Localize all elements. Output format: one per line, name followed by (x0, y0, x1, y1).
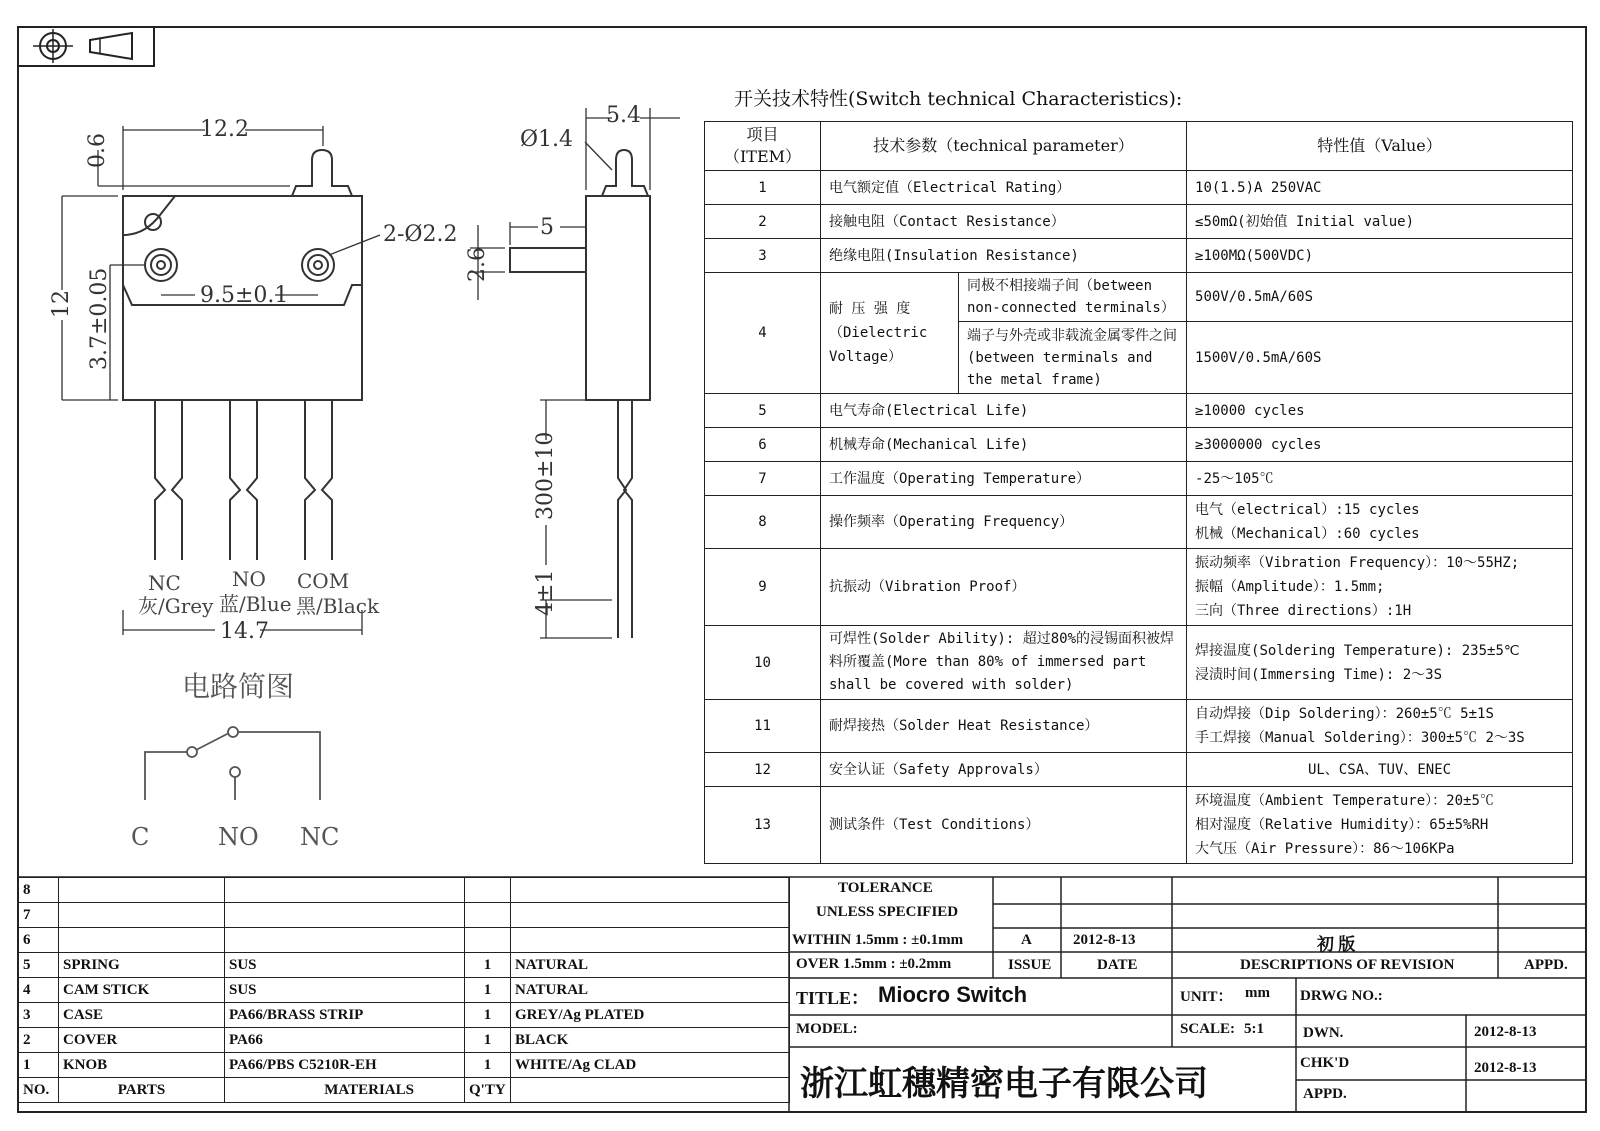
parts-qty: 1 (465, 1028, 511, 1053)
first-angle-projection-icon (18, 27, 154, 66)
parts-no: 6 (19, 928, 59, 953)
model-label: MODEL: (796, 1021, 858, 1037)
spec-value: 电气（electrical）:15 cycles (1195, 502, 1420, 518)
tolerance-line3: WITHIN 1.5mm : ±0.1mm (792, 932, 964, 948)
revision-header-desc: DESCRIPTIONS OF REVISION (1240, 957, 1455, 973)
spec-value: ≤50mΩ(初始值 Initial value) (1187, 205, 1573, 239)
spec-header-item: 项目（ITEM） (705, 122, 821, 171)
parts-qty: 1 (465, 953, 511, 978)
spec-value: 机械（Mechanical）:60 cycles (1195, 526, 1420, 542)
parts-header-parts: PARTS (59, 1078, 225, 1103)
front-view (62, 126, 380, 635)
spec-value: 三向（Three directions）:1H (1195, 603, 1412, 619)
wire-nc-code: NC (148, 571, 181, 595)
parts-no: 7 (19, 903, 59, 928)
parts-part: SPRING (59, 953, 225, 978)
parts-material: SUS (225, 953, 465, 978)
tolerance-line4: OVER 1.5mm : ±0.2mm (796, 956, 952, 972)
spec-value: 自动焊接（Dip Soldering）：260±5℃ 5±1S (1195, 706, 1494, 722)
circuit-terminal-nc: NC (300, 823, 340, 851)
dim-height: 12 (49, 290, 74, 318)
dim-pin-h: 2.6 (465, 247, 490, 282)
revision-header-issue: ISSUE (1008, 957, 1052, 973)
spec-param: 耐 压 强 度 （Dielectric Voltage） (821, 273, 959, 394)
wire-nc-color: 灰/Grey (138, 594, 214, 618)
spec-item: 2 (705, 205, 821, 239)
parts-part: KNOB (59, 1053, 225, 1078)
spec-value: 振动频率（Vibration Frequency）：10～55HZ; (1195, 555, 1520, 571)
spec-param: 接触电阻（Contact Resistance） (821, 205, 1187, 239)
spec-value: ≥100MΩ(500VDC) (1187, 239, 1573, 273)
parts-row (19, 1003, 790, 1028)
parts-part: CASE (59, 1003, 225, 1028)
scale-value: 5:1 (1244, 1021, 1264, 1037)
wire-com-color: 黑/Black (296, 594, 380, 618)
dim-wire-len: 300±10 (533, 431, 558, 520)
spec-item: 10 (705, 626, 821, 700)
circuit-title: 电路简图 (182, 670, 295, 703)
parts-row (19, 953, 790, 978)
spec-value: ≥10000 cycles (1187, 394, 1573, 428)
spec-value: UL、CSA、TUV、ENEC (1187, 753, 1573, 787)
spec-value: 相对湿度（Relative Humidity）：65±5%RH (1195, 817, 1489, 833)
wire-no-code: NO (232, 567, 266, 591)
parts-finish: GREY/Ag PLATED (511, 1003, 790, 1028)
chkd-label: CHK'D (1300, 1055, 1350, 1071)
parts-part: COVER (59, 1028, 225, 1053)
dim-holes: 2-Ø2.2 (383, 222, 458, 247)
spec-param: 操作频率（Operating Frequency） (821, 496, 1187, 549)
company-name: 浙江虹穗精密电子有限公司 (800, 1064, 1208, 1104)
spec-param: 绝缘电阻(Insulation Resistance) (821, 239, 1187, 273)
unit-value: mm (1245, 985, 1270, 1001)
spec-value: 焊接温度(Soldering Temperature): 235±5℃ (1195, 642, 1520, 659)
spec-subcond: 端子与外壳或非载流金属零件之间(between terminals and the metal frame) (959, 322, 1187, 394)
parts-finish: BLACK (511, 1028, 790, 1053)
dim-thickness: 5.4 (606, 103, 641, 128)
wire-no-color: 蓝/Blue (219, 592, 292, 616)
chkd-date: 2012-8-13 (1474, 1060, 1537, 1076)
spec-value: ≥3000000 cycles (1187, 428, 1573, 462)
spec-param: 工作温度（Operating Temperature） (821, 462, 1187, 496)
spec-param: 机械寿命(Mechanical Life) (821, 428, 1187, 462)
dim-total-width: 14.7 (220, 619, 269, 644)
parts-header-materials: MATERIALS (225, 1078, 465, 1103)
parts-material: SUS (225, 978, 465, 1003)
parts-row (19, 1053, 790, 1078)
spec-item: 8 (705, 496, 821, 549)
spec-item: 11 (705, 700, 821, 753)
spec-header-value: 特性值（Value） (1187, 122, 1573, 171)
circuit-diagram (145, 727, 320, 800)
spec-title: 开关技术特性(Switch technical Characteristics): (734, 88, 1183, 110)
parts-no: 8 (19, 878, 59, 903)
dim-plunger-dia: Ø1.4 (520, 127, 574, 152)
parts-no: 1 (19, 1053, 59, 1078)
parts-row (19, 978, 790, 1003)
revision-date: 2012-8-13 (1073, 932, 1136, 948)
spec-item: 4 (705, 273, 821, 394)
spec-value: 500V/0.5mA/60S (1187, 273, 1573, 322)
spec-value: 1500V/0.5mA/60S (1187, 322, 1573, 394)
parts-header-qty: Q'TY (465, 1078, 511, 1103)
parts-row (19, 1028, 790, 1053)
spec-item: 9 (705, 549, 821, 626)
spec-value: 浸渍时间(Immersing Time): 2～3S (1195, 666, 1443, 683)
scale-label: SCALE: (1180, 1021, 1236, 1037)
drawing-title: Miocro Switch (878, 982, 1028, 1007)
parts-no: 5 (19, 953, 59, 978)
dim-plunger: 0.6 (85, 133, 110, 168)
parts-finish: NATURAL (511, 978, 790, 1003)
parts-material: PA66/PBS C5210R-EH (225, 1053, 465, 1078)
parts-part: CAM STICK (59, 978, 225, 1003)
parts-no: 3 (19, 1003, 59, 1028)
parts-no: 2 (19, 1028, 59, 1053)
spec-param: 安全认证（Safety Approvals） (821, 753, 1187, 787)
spec-table (704, 121, 1573, 864)
circuit-terminal-no: NO (218, 823, 259, 851)
spec-param: 测试条件（Test Conditions） (821, 787, 1187, 864)
spec-item: 13 (705, 787, 821, 864)
dim-strip-len: 4±1 (533, 569, 558, 616)
revision-description: 初 版 (1317, 935, 1356, 954)
revision-issue: A (1021, 932, 1032, 948)
parts-list (18, 877, 790, 1103)
spec-param: 抗振动（Vibration Proof） (821, 549, 1187, 626)
spec-param: 电气额定值（Electrical Rating） (821, 171, 1187, 205)
parts-qty: 1 (465, 1053, 511, 1078)
circuit-terminal-c: C (131, 823, 150, 851)
spec-value: 环境温度（Ambient Temperature）：20±5℃ (1195, 793, 1494, 809)
spec-header-param: 技术参数（technical parameter） (821, 122, 1187, 171)
dwn-date: 2012-8-13 (1474, 1024, 1537, 1040)
side-view (470, 108, 680, 638)
parts-material: PA66/BRASS STRIP (225, 1003, 465, 1028)
wire-com-code: COM (297, 569, 350, 593)
parts-header-no: NO. (19, 1078, 59, 1103)
spec-value: 10(1.5)A 250VAC (1187, 171, 1573, 205)
spec-value: 大气压（Air Pressure）：86～106KPa (1195, 841, 1455, 857)
spec-param: 电气寿命(Electrical Life) (821, 394, 1187, 428)
spec-item: 7 (705, 462, 821, 496)
spec-param: 可焊性(Solder Ability): 超过80%的浸锡面积被焊料所覆盖(More than 80% of immersed part shall be covered with solder) (821, 626, 1187, 700)
dim-width: 12.2 (200, 117, 249, 142)
tolerance-line2: UNLESS SPECIFIED (816, 904, 959, 920)
spec-item: 1 (705, 171, 821, 205)
parts-qty: 1 (465, 1003, 511, 1028)
revision-header-date: DATE (1097, 957, 1138, 973)
drwg-no-label: DRWG NO.: (1300, 988, 1383, 1004)
appd-label: APPD. (1303, 1086, 1347, 1102)
parts-finish: WHITE/Ag CLAD (511, 1053, 790, 1078)
parts-material: PA66 (225, 1028, 465, 1053)
spec-item: 6 (705, 428, 821, 462)
spec-value: -25～105℃ (1187, 462, 1573, 496)
revision-header-appd: APPD. (1524, 957, 1568, 973)
spec-value: 振幅（Amplitude）：1.5mm; (1195, 579, 1385, 595)
title-label: TITLE： (796, 988, 870, 1008)
spec-item: 3 (705, 239, 821, 273)
spec-param: 耐焊接热（Solder Heat Resistance） (821, 700, 1187, 753)
parts-qty: 1 (465, 978, 511, 1003)
unit-label: UNIT： (1180, 989, 1233, 1005)
parts-no: 4 (19, 978, 59, 1003)
dim-pin-len: 5 (540, 215, 554, 240)
tolerance-line1: TOLERANCE (838, 880, 933, 896)
dim-hole-height: 3.7±0.05 (87, 267, 112, 370)
spec-item: 5 (705, 394, 821, 428)
dim-hole-pitch: 9.5±0.1 (200, 283, 289, 308)
spec-item: 12 (705, 753, 821, 787)
spec-subcond: 同极不相接端子间（between non-connected terminals） (959, 273, 1187, 322)
parts-finish: NATURAL (511, 953, 790, 978)
dwn-label: DWN. (1303, 1025, 1344, 1041)
spec-value: 手工焊接（Manual Soldering）：300±5℃ 2～3S (1195, 730, 1525, 746)
